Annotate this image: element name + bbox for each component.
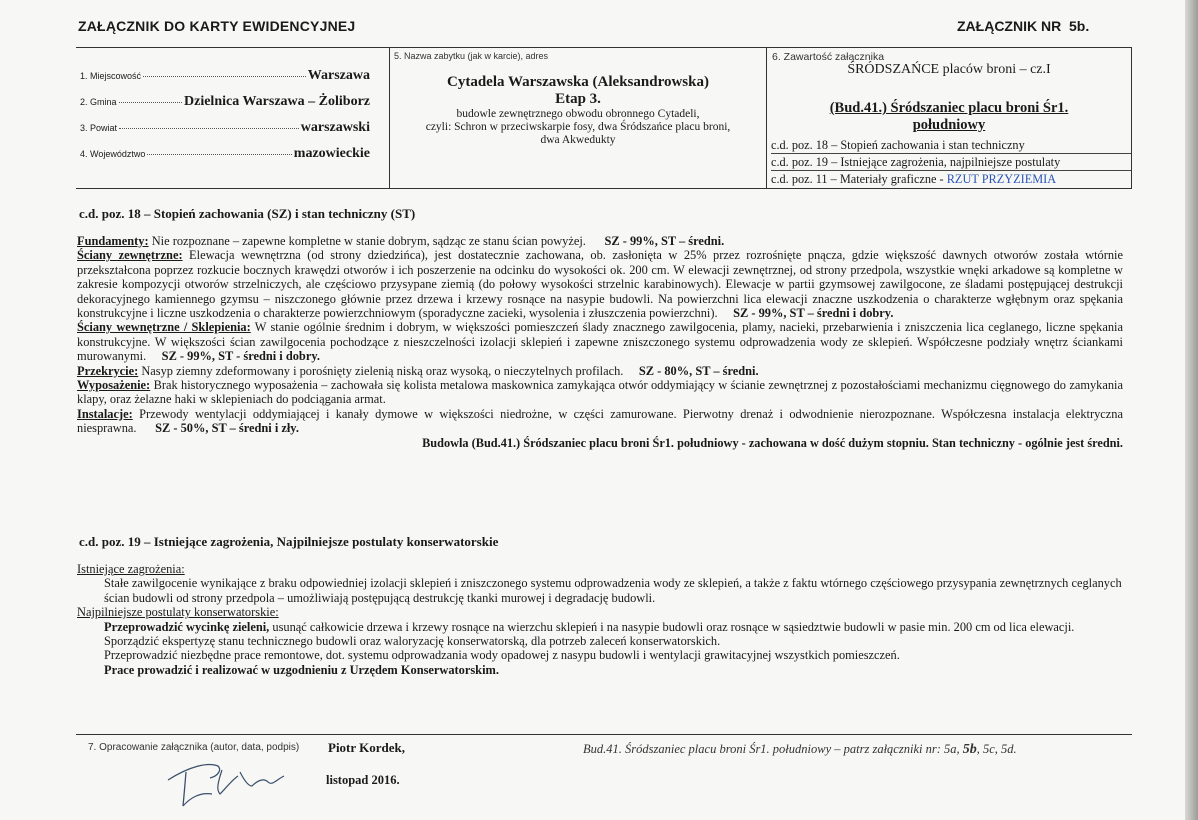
sciany-zewnetrzne-rating: SZ - 99%, ST – średni i dobry. — [733, 306, 894, 321]
building-title-line-2: południowy — [912, 117, 986, 133]
sciany-zewnetrzne-text: Elewacja wewnętrzna (od strony dziedzińca), jest dostatecznie zachowana, ob. zasłonięta w 25% przez rozrośnięte pnącza, gdzie większość dawnych otworów została wtórnie przekształcona poprzez rozkucie bocznych krawędzi otworów i ich poszerzenie na odcinku do wysokości ok. 200 cm. W elewacji zewnętrznej, od strony przedpola, wszystkie wnęki arkadowe są kompletne w zakresie kompozycji otworów strzelniczych, ale częściowo przysypane ziemią (do połowy wysokości strzelnic karabinowych). Elewacje w partii gzymsowej zawilgocone, ze śladami postępującej destrukcji dekoracyjnego kamiennego gzymsu – niszczonego głównie przez drzewa i krzewy rosnące na nasypie budowli. Na powierzchni lica elewacji znaczne uszkodzenia o charakterze wgłębnym oraz spękania konstrukcyjne i liczne uszkodzenia o charakterze powierzchniowym (sporadyczne zacieki, wysolenia i złuszczenia powierzchni). — [77, 248, 1123, 321]
contents-item-highlight: RZUT PRZYZIEMIA — [946, 172, 1057, 186]
section-19-body — [77, 562, 1123, 677]
field-powiat-label: 3. Powiat — [80, 123, 118, 133]
dotted-leader — [143, 76, 306, 77]
wyposazenie-paragraph — [77, 378, 1123, 407]
handwritten-signature — [160, 750, 295, 812]
sciany-wewnetrzne-text: W stanie ogólnie średnim i dobrym, w większości pomieszczeń ślady znacznego zawilgocenia, plamy, nacieki, przebarwienia i zniszczenia lica ceglanego, liczne spękania konstrukcyjne. W większości ścian zawilgocenia pochodzące z nieszczelności izolacji sklepień i zapewne zniszczonego systemu odprowadzenia wody ze sklepień. Współczesne podziały wnętrz ściankami murowanymi. — [77, 320, 1123, 364]
field-wojewodztwo-value: mazowieckie — [293, 146, 370, 161]
instalacje-rating: SZ - 50%, ST – średni i zły. — [155, 421, 299, 436]
building-title — [767, 100, 1131, 134]
dotted-leader — [119, 128, 299, 129]
threats-text: Stałe zawilgocenie wynikające z braku odpowiedniej izolacji sklepień i zniszczonego systemu odprowadzenia wody ze sklepień, a także z faktu wtórnego częściowego przysypania zewnętrznych ceglanych ścian budowli od strony przedpola – umożliwiają postępującą destrukcję tkanki murowej i degradację budowli. — [104, 576, 1122, 605]
section-19-title: c.d. poz. 19 – Istniejące zagrożenia, Najpilniejsze postulaty konserwatorskie — [79, 534, 499, 549]
footer-reference — [583, 742, 1017, 758]
dotted-leader — [119, 102, 182, 103]
fundamenty-text: Nie rozpoznane – zapewne kompletne w stanie dobrym, sądząc ze stanu ścian powyżej. — [148, 234, 586, 248]
instalacje-paragraph — [77, 407, 1123, 436]
fundamenty-paragraph — [77, 234, 1123, 248]
monument-label: 5. Nazwa zabytku (jak w karcie), adres — [394, 51, 549, 61]
attachment-number-value: 5b. — [1069, 18, 1090, 34]
instalacje-heading: Instalacje: — [77, 406, 133, 421]
footer-top-border — [76, 734, 1132, 735]
field-wojewodztwo — [80, 146, 370, 162]
field-wojewodztwo-label: 4. Województwo — [80, 149, 146, 159]
wyposazenie-text: Brak historycznego wyposażenia – zachowała się kolista metalowa maskownica zamykająca otwór oddymiający w ścianie zewnętrznej z pozostałościami mechanizmu cięgnowego do zamykania klapy, oraz żelazne haki w sklepieniach do podciągania armat. — [77, 378, 1123, 407]
field-miejscowosc-label: 1. Miejscowość — [80, 71, 142, 81]
sciany-zewnetrzne-paragraph — [77, 248, 1123, 320]
postulate-4: Prace prowadzić i realizować w uzgodnieniu z Urzędem Konserwatorskim. — [104, 662, 499, 677]
instalacje-text: Przewody wentylacji oddymiającej i kanały dymowe w większości niedrożne, w części zamurowane. Pierwotny drenaż i odwodnienie nierozpoznane. Współczesna instalacja elektryczna niesprawna. — [77, 406, 1123, 436]
footer-label: 7. Opracowanie załącznika (autor, data, podpis) — [88, 742, 300, 753]
sciany-wewnetrzne-rating: SZ - 99%, ST - średni i dobry. — [161, 349, 320, 364]
footer-reference-suffix: , 5c, 5d. — [976, 742, 1017, 756]
postulate-1-bold: Przeprowadzić wycinkę zieleni, — [104, 619, 270, 634]
table-right-border — [1131, 47, 1132, 188]
field-powiat-value: warszawski — [300, 120, 370, 135]
section-18-summary: Budowla (Bud.41.) Śródszaniec placu broni Śr1. południowy - zachowana w dość dużym stopniu. Stan techniczny - ogólnie jest średni. — [422, 435, 1123, 450]
contents-item: c.d. poz. 18 – Stopień zachowania i stan techniczny — [771, 137, 1131, 154]
sciany-wewnetrzne-paragraph — [77, 320, 1123, 363]
scan-edge-shadow — [1185, 0, 1198, 820]
footer-reference-bold: 5b — [962, 742, 977, 757]
przekrycie-paragraph — [77, 364, 1123, 378]
field-miejscowosc — [80, 68, 370, 84]
table-bottom-border — [76, 188, 1132, 189]
monument-desc-1: budowle zewnętrznego obwodu obronnego Cytadeli, — [456, 108, 700, 120]
wyposazenie-heading: Wyposażenie: — [77, 378, 151, 393]
field-powiat — [80, 120, 370, 136]
fundamenty-rating: SZ - 99%, ST – średni. — [604, 234, 725, 248]
monument-desc-3: dwa Akwedukty — [540, 134, 616, 146]
footer-author: Piotr Kordek, — [328, 740, 406, 755]
building-title-line-1: (Bud.41.) Śródszaniec placu broni Śr1. — [829, 100, 1069, 116]
przekrycie-text: Nasyp ziemny zdeformowany i porośnięty zielenią niską oraz wysoką, o nieczytelnych profilach. — [138, 363, 624, 378]
field-gmina-label: 2. Gmina — [80, 97, 117, 107]
threats-heading: Istniejące zagrożenia: — [77, 562, 185, 576]
przekrycie-rating: SZ - 80%, ST – średni. — [638, 363, 759, 378]
field-gmina-value: Dzielnica Warszawa – Żoliborz — [184, 94, 370, 109]
section-18-body — [77, 234, 1123, 450]
monument-name: Cytadela Warszawska (Aleksandrowska) — [447, 74, 709, 90]
monument-stage: Etap 3. — [555, 91, 601, 107]
section-18-title: c.d. poz. 18 – Stopień zachowania (SZ) i stan techniczny (ST) — [79, 206, 416, 221]
przekrycie-heading: Przekrycie: — [77, 363, 139, 378]
contents-item-text: c.d. poz. 11 – Materiały graficzne - — [771, 172, 947, 186]
contents-item — [771, 171, 1131, 187]
postulates-heading: Najpilniejsze postulaty konserwatorskie: — [77, 605, 279, 620]
attachment-number — [957, 18, 1089, 34]
dotted-leader — [147, 154, 291, 155]
field-gmina — [80, 94, 370, 110]
contents-item: c.d. poz. 19 – Istniejące zagrożenia, najpilniejsze postulaty — [771, 154, 1131, 171]
attachment-number-prefix: ZAŁĄCZNIK NR — [957, 18, 1062, 34]
sciany-wewnetrzne-heading: Ściany wewnętrzne / Sklepienia: — [77, 320, 251, 335]
field-miejscowosc-value: Warszawa — [307, 68, 370, 83]
postulate-3: Przeprowadzić niezbędne prace remontowe, dot. systemu odprowadzania wody opadowej z nasypu budowli i wentylacji grawitacyjnej wszystkich pomieszczeń. — [104, 648, 900, 663]
monument-desc-2: czyli: Schron w przeciwskarpie fosy, dwa Śródszańce placu broni, — [425, 121, 731, 133]
table-top-border — [76, 47, 1132, 48]
sciany-zewnetrzne-heading: Ściany zewnętrzne: — [77, 248, 183, 263]
postulate-1 — [77, 620, 1123, 634]
attachment-header-title: ZAŁĄCZNIK DO KARTY EWIDENCYJNEJ — [78, 18, 356, 34]
footer-reference-prefix: Bud.41. Śródszaniec placu broni Śr1. południowy – patrz załączniki nr: 5a, — [583, 742, 963, 756]
monument-block — [390, 74, 766, 147]
postulate-1-text: usunąć całkowicie drzewa i krzewy rosnące na wierzchu sklepień i na nasypie budowli oraz rosnące w sąsiedztwie budowli w pasie min. 200 cm od lica elewacji. — [269, 619, 1075, 634]
fundamenty-heading: Fundamenty: — [77, 234, 149, 248]
contents-subtitle: ŚRÓDSZAŃCE placów broni – cz.I — [847, 62, 1051, 77]
contents-label: 6. Zawartość załącznika — [772, 51, 885, 63]
footer-date: listopad 2016. — [326, 773, 400, 787]
postulate-2: Sporządzić ekspertyzę stanu technicznego budowli oraz waloryzację konserwatorską, dla potrzeb zaleceń konserwatorskich. — [104, 634, 721, 649]
contents-list — [771, 137, 1131, 187]
